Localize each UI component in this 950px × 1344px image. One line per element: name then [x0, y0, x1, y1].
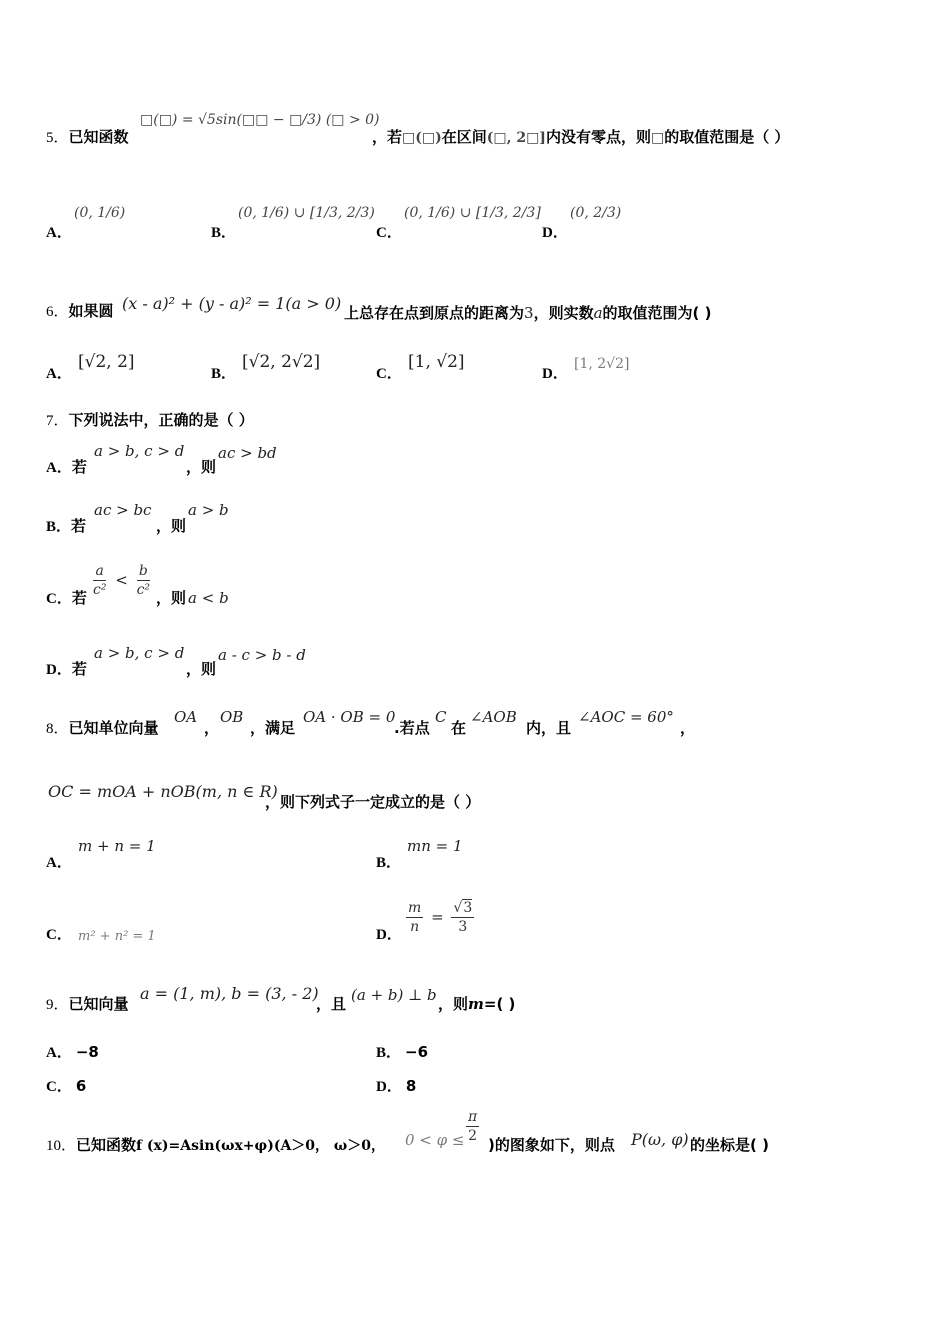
- q7-option-c-cond: $\frac{a}{\text{c²}}$ < $\frac{b}{\text{c²}}$: [93, 563, 151, 598]
- q6-option-d-label: D．: [542, 366, 568, 382]
- q5-option-b-label: B．: [211, 225, 237, 241]
- q6-stem: 6．如果圆: [46, 302, 114, 320]
- q6-option-d-value: [1, 2√2]: [574, 356, 630, 372]
- q7-option-a-cond: a > b, c > d: [94, 442, 185, 460]
- q6-stem-cont: 上总存在点到原点的距离为3，则实数a的取值范围为( ): [344, 304, 712, 322]
- q9-option-b: B． −6: [376, 1043, 429, 1061]
- q8-oc-formula: OC = mOA + nOB(m, n ∈ R): [48, 782, 278, 801]
- q9-text2: ，且: [316, 995, 347, 1013]
- q8-ob: OB: [220, 708, 244, 726]
- q5-option-a-value: (0, 1/6): [74, 205, 126, 221]
- q6-option-c-label: C．: [376, 366, 402, 382]
- q7-option-d-result: a - c > b - d: [218, 646, 306, 664]
- q6-option-b-value: [√2, 2√2]: [242, 352, 321, 372]
- q9-perp: (a + b) ⊥ b: [351, 986, 437, 1004]
- q6-option-a-label: A．: [46, 366, 72, 382]
- q10-text2: )的图象如下，则点: [488, 1136, 615, 1154]
- q8-option-b-value: mn = 1: [407, 837, 463, 855]
- q5-option-a-label: A．: [46, 225, 72, 241]
- q8-text2: ，满足: [250, 719, 296, 737]
- q9-stem: 9．已知向量: [46, 995, 129, 1013]
- q8-option-a-label: A．: [46, 855, 72, 871]
- q7-option-c-then: ，则 a < b: [156, 589, 229, 607]
- q8-text5: 内，且: [526, 719, 572, 737]
- q5-function-formula: □(□) = √5sin(□□ − □/3) (□ > 0): [140, 112, 380, 128]
- q6-circle-formula: (x - a)² + (y - a)² = 1(a > 0): [122, 294, 342, 313]
- q8-angle-eq: ∠AOC = 60°: [578, 708, 674, 726]
- q5-option-b-value: (0, 1/6) ∪ [1/3, 2/3): [238, 205, 375, 221]
- q8-text6: ，: [680, 719, 696, 737]
- q6-option-c-value: [1, √2]: [408, 352, 465, 372]
- q6-option-a-value: [√2, 2]: [78, 352, 135, 372]
- q8-dot-product: OA · OB = 0: [303, 708, 396, 726]
- q7-option-c: C．若: [46, 589, 87, 607]
- q7-option-b-cond: ac > bc: [94, 501, 152, 519]
- q8-option-c-label: C．: [46, 927, 72, 943]
- q5-stem: 5．已知函数: [46, 128, 129, 146]
- q9-option-d: D． 8: [376, 1077, 417, 1095]
- q9-text3: ，则m=( ): [438, 995, 516, 1013]
- q7-option-a-then: ，则: [186, 458, 217, 476]
- q7-option-b-result: a > b: [188, 501, 229, 519]
- q8-stem: 8．已知单位向量: [46, 719, 159, 737]
- q8-text4: 在: [451, 719, 467, 737]
- q7-option-a: A．若: [46, 458, 87, 476]
- q5-option-c-value: (0, 1/6) ∪ [1/3, 2/3]: [404, 205, 541, 221]
- q10-stem: 10．已知函数f (x)=Asin(ωx+φ)(A＞0， ω＞0，: [46, 1136, 385, 1154]
- q7-option-d-then: ，则: [186, 660, 217, 678]
- q10-pi-over-two: $\frac{\pi}{2}$: [468, 1109, 478, 1144]
- q8-option-c-value: m² + n² = 1: [78, 929, 156, 944]
- q5-option-d-value: (0, 2/3): [570, 205, 622, 221]
- q5-number: 5．: [46, 130, 69, 146]
- q8-point-c: C: [435, 708, 447, 726]
- q7-option-d: D．若: [46, 660, 87, 678]
- q7-option-b: B．若: [46, 517, 87, 535]
- q9-vectors: a = (1, m), b = (3, - 2): [140, 984, 319, 1003]
- q8-option-b-label: B．: [376, 855, 402, 871]
- q8-text7: ，则下列式子一定成立的是（ ）: [265, 793, 481, 811]
- q8-option-a-value: m + n = 1: [78, 837, 156, 855]
- q8-comma: ，: [204, 719, 220, 737]
- q8-option-d-value: $\frac{m}{n}$ = $\frac{√3}{3}$: [408, 900, 473, 935]
- q7-option-d-cond: a > b, c > d: [94, 644, 185, 662]
- q5-option-c-label: C．: [376, 225, 402, 241]
- q7-stem: 7．下列说法中，正确的是（ ）: [46, 411, 254, 429]
- q6-option-b-label: B．: [211, 366, 237, 382]
- q9-option-c: C． 6: [46, 1077, 87, 1095]
- q9-option-a: A． −8: [46, 1043, 99, 1061]
- q8-oa: OA: [174, 708, 198, 726]
- q8-angle: ∠AOB: [470, 708, 517, 726]
- q7-option-a-result: ac > bd: [218, 444, 277, 462]
- q5-stem-cont: ，若□(□)在区间(□, 2□]内没有零点，则□的取值范围是（ ）: [372, 128, 790, 146]
- q7-option-b-then: ，则: [156, 517, 187, 535]
- q10-point: P(ω, φ): [631, 1130, 689, 1149]
- q8-text3: .若点: [394, 719, 430, 737]
- q8-option-d-label: D．: [376, 927, 402, 943]
- q10-range: 0 < φ ≤: [405, 1131, 465, 1149]
- q10-text3: 的坐标是( ): [690, 1136, 769, 1154]
- q5-option-d-label: D．: [542, 225, 568, 241]
